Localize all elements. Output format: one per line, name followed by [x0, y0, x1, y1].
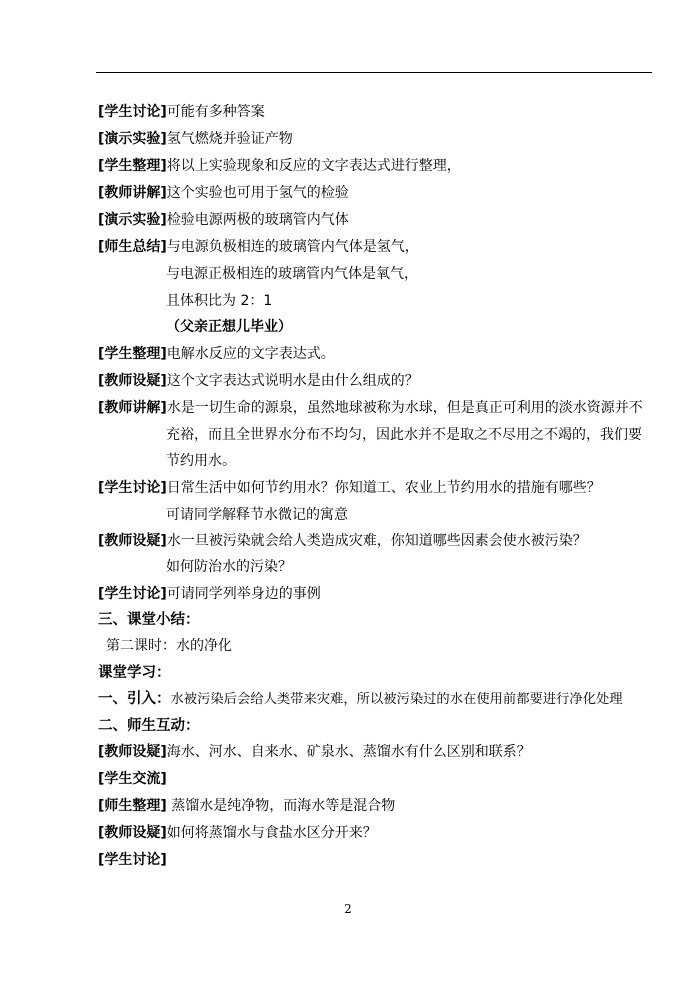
text-line	[166, 452, 236, 470]
line-tag: [学生交流]	[98, 771, 167, 787]
line-text: 氢气燃烧并验证产物	[166, 131, 293, 147]
text-line	[98, 345, 335, 363]
line-tag: [学生讨论]	[98, 852, 167, 868]
line-text: 第二课时：水的净化	[106, 638, 232, 654]
text-line	[98, 479, 601, 497]
text-line	[166, 318, 292, 336]
text-line	[98, 238, 419, 256]
line-text: 可请同学列举身边的事例	[166, 586, 321, 602]
line-text: 充裕，而且全世界水分布不均匀，因此水并不是取之不尽用之不竭的，我们要	[166, 427, 642, 443]
header-rule	[96, 72, 652, 73]
line-text: 节约用水。	[166, 453, 236, 469]
line-text: 水被污染后会给人类带来灾难，所以被污染过的水在使用前都要进行净化处理	[170, 692, 623, 707]
line-tag: [教师设疑]	[98, 744, 167, 760]
line-text: 水一旦被污染就会给人类造成灾难，你知道哪些因素会使水被污染？	[166, 533, 587, 549]
text-line	[98, 130, 293, 148]
text-line	[98, 372, 419, 390]
line-tag: [教师讲解]	[98, 185, 167, 201]
text-line	[98, 532, 587, 550]
section-heading	[98, 611, 200, 629]
line-text: 检验电源两极的玻璃管内气体	[166, 212, 349, 228]
line-text: 可请同学解释节水微记的寓意	[166, 507, 348, 523]
text-line	[98, 743, 531, 761]
heading-text: 三、课堂小结：	[98, 612, 200, 628]
text-line	[98, 184, 349, 202]
line-tag: [学生讨论]	[98, 104, 167, 120]
line-text: 日常生活中如何节约用水？你知道工、农业上节约用水的措施有哪些？	[166, 480, 601, 496]
line-text: 这个实验也可用于氢气的检验	[166, 185, 349, 201]
text-line	[166, 426, 642, 444]
line-tag: [师生整理]	[98, 798, 167, 814]
page-number: 2	[344, 902, 352, 916]
line-text: 如何将蒸馏水与食盐水区分开来？	[166, 825, 377, 841]
line-tag: [学生讨论]	[98, 586, 167, 602]
line-text: 与电源负极相连的玻璃管内气体是氢气，	[166, 239, 419, 255]
line-text: 且体积比为 2：1	[166, 293, 273, 309]
line-tag: [教师设疑]	[98, 825, 167, 841]
line-tag: [学生整理]	[98, 158, 167, 174]
text-line	[166, 558, 292, 576]
heading-text: 课堂学习：	[98, 665, 171, 681]
text-line	[166, 292, 272, 310]
line-tag: [师生总结]	[98, 239, 167, 255]
line-text: 水是一切生命的源泉，虽然地球被称为水球，但是真正可利用的淡水资源并不	[166, 400, 643, 416]
text-line	[98, 157, 461, 175]
line-tag: [学生整理]	[98, 346, 167, 362]
text-line	[98, 585, 321, 603]
line-tag: [演示实验]	[98, 212, 167, 228]
line-tag: [教师讲解]	[98, 400, 167, 416]
text-line	[166, 506, 348, 524]
line-tag: [教师设疑]	[98, 533, 167, 549]
line-text: 海水、河水、自来水、矿泉水、蒸馏水有什么区别和联系？	[166, 744, 531, 760]
text-line	[98, 399, 643, 417]
line-tag: [教师设疑]	[98, 373, 167, 389]
text-line	[98, 211, 349, 229]
line-text: 将以上实验现象和反应的文字表达式进行整理，	[166, 158, 461, 174]
text-line	[106, 637, 232, 655]
line-text: （父亲正想儿毕业）	[166, 319, 292, 335]
text-line	[98, 103, 265, 121]
line-tag: [学生讨论]	[98, 480, 167, 496]
line-text: 如何防治水的污染？	[166, 559, 292, 575]
text-line	[166, 265, 418, 283]
text-line	[98, 690, 623, 709]
heading-text: 一、引入：	[98, 691, 171, 707]
section-heading	[98, 717, 200, 735]
section-heading	[98, 664, 171, 682]
text-line	[98, 770, 167, 788]
line-tag: [演示实验]	[98, 131, 167, 147]
text-line	[98, 851, 167, 869]
text-line	[98, 797, 395, 815]
line-text: 电解水反应的文字表达式。	[166, 346, 335, 362]
line-text: 与电源正极相连的玻璃管内气体是氧气，	[166, 266, 418, 282]
line-text: 可能有多种答案	[166, 104, 265, 120]
line-text: 蒸馏水是纯净物，而海水等是混合物	[166, 798, 396, 814]
text-line	[98, 824, 377, 842]
heading-text: 二、师生互动：	[98, 718, 200, 734]
line-text: 这个文字表达式说明水是由什么组成的？	[166, 373, 419, 389]
